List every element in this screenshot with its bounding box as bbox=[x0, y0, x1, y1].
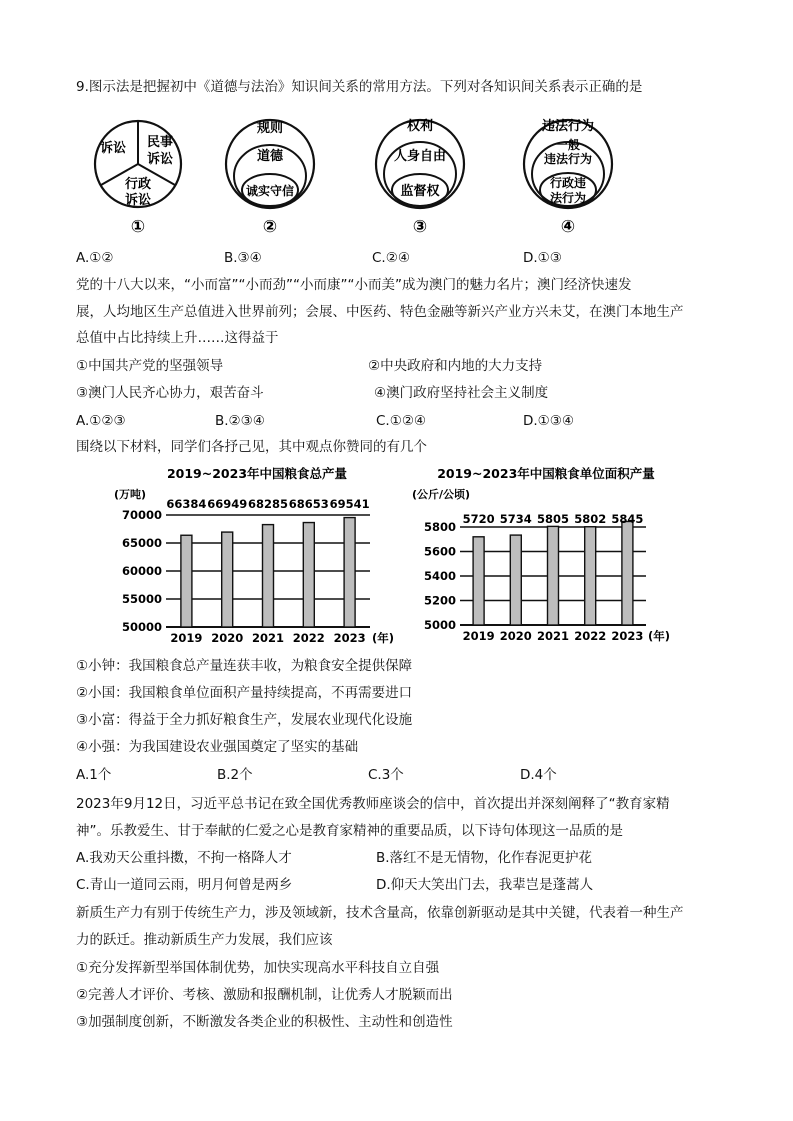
q12-option-b[interactable]: B.落红不是无情物，化作春泥更护花 bbox=[376, 850, 593, 866]
q11-item-4: ④小强：为我国建设农业强国奠定了坚实的基础 bbox=[76, 739, 359, 755]
d4-label-3a: 行政违 bbox=[549, 176, 587, 190]
q12-stem-line-1: 2023年9月12日，习近平总书记在致全国优秀教师座谈会的信中，首次提出并深刻阐释了“教育家精 bbox=[76, 796, 670, 812]
q10-item-4: ④澳门政府坚持社会主义制度 bbox=[374, 385, 549, 401]
d4-label-2a: 一般 bbox=[555, 138, 581, 152]
y-tick-label: 5600 bbox=[423, 544, 456, 559]
y-tick-label: 60000 bbox=[121, 564, 162, 578]
y-axis-label: (万吨) bbox=[114, 488, 147, 501]
d3-label-3: 监督权 bbox=[400, 184, 440, 199]
bar bbox=[222, 532, 233, 627]
data-label: 5845 bbox=[611, 512, 644, 526]
bar bbox=[263, 525, 274, 627]
q9-stem: 9.图示法是把握初中《道德与法治》知识间关系的常用方法。下列对各知识间关系表示正确的是 bbox=[76, 79, 643, 95]
diagram-3 bbox=[376, 118, 464, 237]
bar bbox=[473, 537, 484, 625]
x-tick-label: 2019 bbox=[462, 629, 495, 643]
data-label: 5805 bbox=[536, 512, 570, 526]
d1-label-2a: 民事 bbox=[146, 135, 174, 150]
d1-num: ① bbox=[130, 217, 146, 237]
x-tick-label: 2021 bbox=[251, 631, 285, 645]
q9-option-b[interactable]: B.③④ bbox=[224, 250, 262, 266]
q12-option-a[interactable]: A.我劝天公重抖擞，不拘一格降人才 bbox=[76, 850, 292, 866]
q11-option-a[interactable]: A.1个 bbox=[76, 767, 112, 783]
q10-item-2: ②中央政府和内地的大力支持 bbox=[368, 358, 543, 374]
q9-option-d[interactable]: D.①③ bbox=[523, 250, 562, 266]
d2-label-3: 诚实守信 bbox=[245, 184, 295, 198]
q12-option-c[interactable]: C.青山一道同云雨，明月何曾是两乡 bbox=[76, 877, 293, 893]
q11-item-1: ①小钟：我国粮食总产量连获丰收，为粮食安全提供保障 bbox=[76, 658, 413, 674]
q11-item-2: ②小国：我国粮食单位面积产量持续提高，不再需要进口 bbox=[76, 685, 413, 701]
x-tick-label: 2019 bbox=[170, 631, 203, 645]
x-tick-label: 2023 bbox=[333, 631, 366, 645]
d4-label-3b: 法行为 bbox=[549, 191, 587, 205]
y-axis-label: (公斤/公顷) bbox=[412, 488, 471, 501]
grain-total-output-chart bbox=[112, 462, 402, 647]
data-label: 66384 bbox=[166, 497, 207, 511]
q13-stem-line-1: 新质生产力有别于传统生产力，涉及领域新，技术含量高，依靠创新驱动是其中关键，代表着一种生产 bbox=[76, 905, 684, 921]
x-tick-label: 2023 bbox=[611, 629, 644, 643]
q13-item-1: ①充分发挥新型举国体制优势，加快实现高水平科技自立自强 bbox=[76, 960, 440, 976]
d2-num: ② bbox=[262, 217, 278, 237]
y-tick-label: 5800 bbox=[423, 520, 456, 534]
data-label: 69541 bbox=[329, 497, 370, 511]
x-tick-label: 2022 bbox=[574, 629, 607, 643]
data-label: 68653 bbox=[288, 497, 329, 511]
grain-yield-per-area-chart bbox=[408, 462, 678, 647]
bar bbox=[303, 523, 314, 627]
x-axis-label: (年) bbox=[372, 631, 395, 645]
bar bbox=[181, 535, 192, 627]
data-label: 5802 bbox=[574, 512, 607, 526]
q10-item-1: ①中国共产党的坚强领导 bbox=[76, 358, 224, 374]
x-tick-label: 2021 bbox=[536, 629, 570, 643]
chart-title: 2019~2023年中国粮食单位面积产量 bbox=[437, 466, 655, 481]
x-axis-label: (年) bbox=[648, 629, 671, 643]
q10-item-3: ③澳门人民齐心协力，艰苦奋斗 bbox=[76, 385, 264, 401]
y-tick-label: 65000 bbox=[121, 536, 162, 550]
y-tick-label: 5200 bbox=[423, 593, 456, 608]
y-tick-label: 70000 bbox=[121, 508, 162, 522]
bar bbox=[344, 518, 355, 627]
q9-diagrams bbox=[0, 108, 793, 238]
q10-stem-line-3: 总值中占比持续上升……这得益于 bbox=[76, 330, 279, 346]
d1-label-2b: 诉讼 bbox=[146, 152, 174, 167]
diagram-1 bbox=[95, 121, 181, 237]
q10-option-d[interactable]: D.①③④ bbox=[523, 413, 574, 429]
q9-option-c[interactable]: C.②④ bbox=[372, 250, 410, 266]
y-tick-label: 5000 bbox=[423, 618, 456, 632]
d1-label-1: 诉讼 bbox=[99, 141, 127, 156]
bar bbox=[622, 521, 633, 625]
q10-stem-line-1: 党的十八大以来，“小而富”“小而劲”“小而康”“小而美”成为澳门的魅力名片；澳门经济快速发 bbox=[76, 277, 632, 293]
d4-label-1: 违法行为 bbox=[541, 119, 595, 134]
d1-label-3a: 行政 bbox=[124, 177, 152, 192]
q12-option-d[interactable]: D.仰天大笑出门去，我辈岂是蓬蒿人 bbox=[376, 877, 594, 893]
x-tick-label: 2020 bbox=[211, 631, 244, 645]
d3-label-2: 人身自由 bbox=[393, 149, 447, 164]
x-tick-label: 2022 bbox=[292, 631, 325, 645]
diagram-2 bbox=[226, 120, 314, 237]
q11-option-d[interactable]: D.4个 bbox=[520, 767, 557, 783]
q12-stem-line-2: 神”。乐教爱生、甘于奉献的仁爱之心是教育家精神的重要品质，以下诗句体现这一品质的是 bbox=[76, 823, 623, 839]
q11-item-3: ③小富：得益于全力抓好粮食生产，发展农业现代化设施 bbox=[76, 712, 413, 728]
q13-stem-line-2: 力的跃迁。推动新质生产力发展，我们应该 bbox=[76, 932, 333, 948]
y-tick-label: 50000 bbox=[121, 620, 162, 634]
y-tick-label: 5400 bbox=[423, 569, 456, 583]
data-label: 5734 bbox=[499, 512, 532, 526]
y-tick-label: 55000 bbox=[121, 592, 162, 606]
bar bbox=[510, 535, 521, 625]
q11-option-c[interactable]: C.3个 bbox=[368, 767, 404, 783]
q11-option-b[interactable]: B.2个 bbox=[217, 767, 253, 783]
d3-num: ③ bbox=[412, 217, 428, 237]
q10-option-a[interactable]: A.①②③ bbox=[76, 413, 126, 429]
diagram-4 bbox=[524, 118, 612, 237]
d1-label-3b: 诉讼 bbox=[124, 193, 152, 208]
q10-option-b[interactable]: B.②③④ bbox=[215, 413, 265, 429]
q9-option-a[interactable]: A.①② bbox=[76, 250, 114, 266]
bar bbox=[585, 527, 596, 625]
data-label: 66949 bbox=[207, 497, 248, 511]
chart-title: 2019~2023年中国粮食总产量 bbox=[166, 466, 348, 481]
data-label: 5720 bbox=[462, 512, 495, 526]
q10-stem-line-2: 展，人均地区生产总值进入世界前列；会展、中医药、特色金融等新兴产业方兴未艾，在澳门本地生产 bbox=[76, 304, 684, 320]
d4-num: ④ bbox=[560, 217, 576, 237]
d3-label-1: 权利 bbox=[406, 119, 434, 134]
d4-label-2b: 违法行为 bbox=[543, 152, 593, 166]
data-label: 68285 bbox=[247, 497, 289, 511]
q10-option-c[interactable]: C.①②④ bbox=[376, 413, 427, 429]
x-tick-label: 2020 bbox=[499, 629, 532, 643]
q13-item-3: ③加强制度创新，不断激发各类企业的积极性、主动性和创造性 bbox=[76, 1014, 453, 1030]
q13-item-2: ②完善人才评价、考核、激励和报酬机制，让优秀人才脱颖而出 bbox=[76, 987, 453, 1003]
bar bbox=[548, 526, 559, 625]
q11-stem: 围绕以下材料，同学们各抒己见，其中观点你赞同的有几个 bbox=[76, 439, 427, 455]
d2-label-2: 道德 bbox=[256, 149, 284, 164]
d2-label-1: 规则 bbox=[256, 121, 284, 136]
